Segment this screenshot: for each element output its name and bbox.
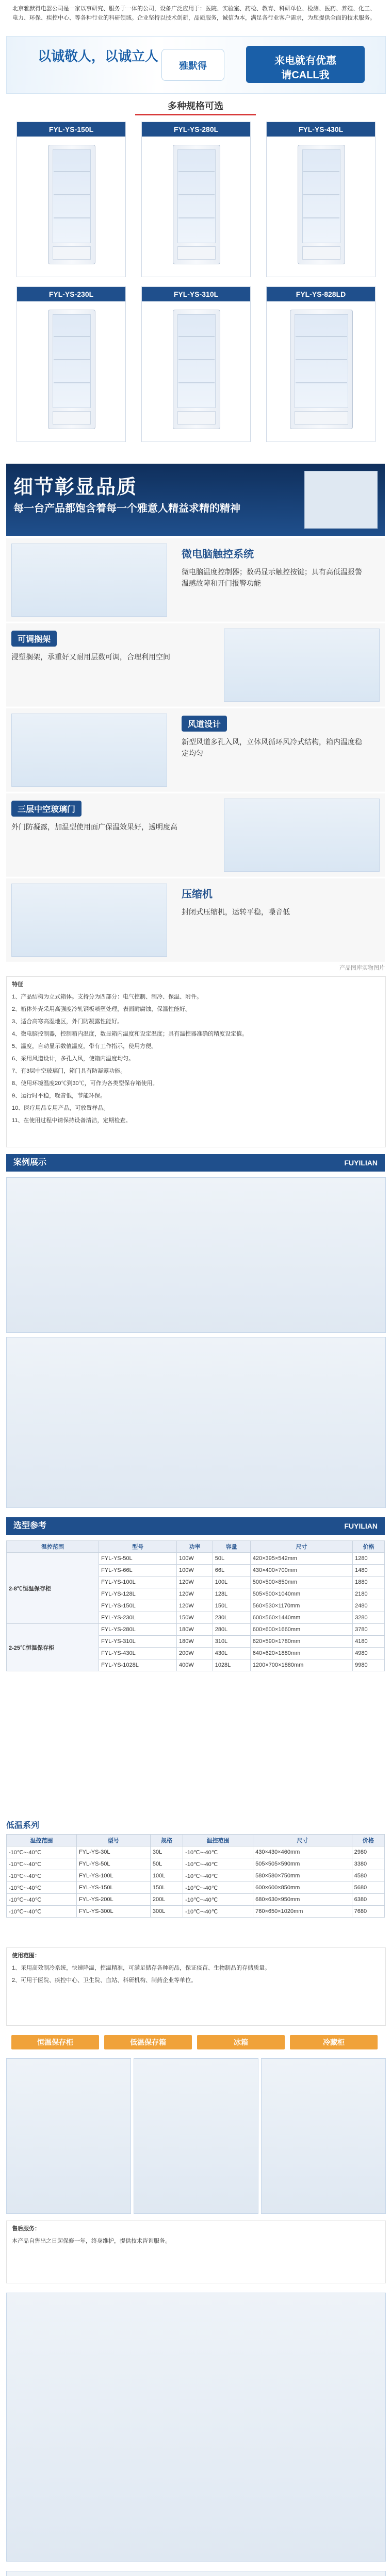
table-cell: 1280 — [353, 1553, 385, 1565]
table-header: 温控范围 — [7, 1835, 77, 1846]
table-cell: 180W — [177, 1636, 213, 1648]
table-header: 温控范围 — [183, 1835, 253, 1846]
product-image — [6, 2058, 131, 2214]
category-tags — [6, 2035, 385, 2053]
table-row — [7, 1906, 385, 1918]
table-cell: 66L — [213, 1565, 250, 1577]
features-item: 3、适合高寒高湿地区，外门防凝露性能好。 — [12, 1019, 123, 1025]
fridge-control-panel — [302, 246, 340, 260]
table-cell: -10℃~-40℃ — [183, 1870, 253, 1882]
table-cell: 2480 — [353, 1600, 385, 1612]
table-cell: 600×600×850mm — [253, 1882, 352, 1894]
table-cell: 150L — [213, 1600, 250, 1612]
feature-desc: 外门防凝露，加温型使用面广保温效果好，透明度高 — [11, 823, 177, 831]
fridge-glass — [295, 314, 348, 408]
table-cell: 3280 — [353, 1612, 385, 1624]
table-cell: 5680 — [352, 1882, 384, 1894]
table-cell: 680×630×950mm — [253, 1894, 352, 1906]
table-cell: FYL-YS-30L — [76, 1846, 150, 1858]
table-cell: 120W — [177, 1588, 213, 1600]
table-cell: -10℃~-40℃ — [183, 1906, 253, 1918]
call-line-2: 请CALL我 — [281, 70, 330, 81]
low-temp-title: 低温系列 — [6, 1821, 40, 1830]
features-item: 7、有3层中空玻璃门，箱门具有防凝露功能。 — [12, 1068, 126, 1074]
model-card[interactable] — [17, 286, 126, 442]
feature-block — [6, 878, 385, 961]
table-header: 温控范围 — [7, 1541, 99, 1553]
table-cell: 2980 — [352, 1846, 384, 1858]
table-group: 2-25℃恒温保存柜 — [7, 1624, 99, 1671]
fridge-glass — [177, 314, 216, 408]
table-cell: 760×650×1020mm — [253, 1906, 352, 1918]
fridge-control-panel — [295, 411, 348, 425]
feature-desc: 封闭式压缩机，运转平稳，噪音低 — [182, 908, 290, 916]
detail-title: 细节彰显品质 — [13, 477, 138, 498]
fridge-glass — [302, 149, 340, 243]
feature-desc: 浸塑搁架，承重好又耐用层数可调，合理利用空间 — [11, 653, 170, 661]
table-cell: 100W — [177, 1565, 213, 1577]
table-cell: -10℃~-40℃ — [7, 1846, 77, 1858]
brand-logo — [161, 49, 224, 81]
fridge-shelf — [54, 217, 90, 218]
table-row — [7, 1858, 385, 1870]
table-cell: 1200×700×1880mm — [250, 1659, 352, 1671]
table-cell: 9980 — [353, 1659, 385, 1671]
table-cell: 310L — [213, 1636, 250, 1648]
table-cell: FYL-YS-150L — [99, 1600, 177, 1612]
case-image — [6, 1177, 386, 1333]
table-cell: -10℃~-40℃ — [183, 1858, 253, 1870]
features-item: 5、温度，自动显示数值温度，带有工作指示，使用方便。 — [12, 1043, 157, 1049]
model-label: FYL-YS-430L — [267, 122, 375, 137]
fridge-shelf — [178, 194, 215, 195]
table-group: 2-8℃恒温保存柜 — [7, 1553, 99, 1624]
table-cell: 1880 — [353, 1577, 385, 1588]
table-cell: FYL-YS-66L — [99, 1565, 177, 1577]
table-cell: 100L — [150, 1870, 183, 1882]
model-label: FYL-YS-230L — [17, 287, 125, 301]
fridge-illustration — [290, 310, 353, 429]
category-tag[interactable]: 低温保存箱 — [104, 2035, 192, 2049]
features-item: 1、产品结构为立式箱体。支持分为四部分：电气控制、制冷、保温、附件。 — [12, 994, 203, 1000]
product-image — [261, 2058, 386, 2214]
table-cell: 150L — [150, 1882, 183, 1894]
fridge-shelf — [303, 171, 339, 172]
table-cell: -10℃~-40℃ — [7, 1858, 77, 1870]
table-cell: 7680 — [352, 1906, 384, 1918]
feature-title: 压缩机 — [182, 889, 213, 900]
after-sale — [6, 2221, 386, 2283]
feature-title: 微电脑触控系统 — [182, 549, 254, 560]
model-label: FYL-YS-280L — [142, 122, 250, 137]
selection-section-title: 选型参考 FUYILIAN — [6, 1517, 385, 1535]
table-cell: FYL-YS-430L — [99, 1648, 177, 1659]
model-label: FYL-YS-828LD — [267, 287, 375, 301]
table-header: 尺寸 — [253, 1835, 352, 1846]
table-header: 功率 — [177, 1541, 213, 1553]
table-cell: 1028L — [213, 1659, 250, 1671]
feature-desc: 新型风道多孔入风，立体风循环风冷式结构，箱内温度稳定均匀 — [182, 738, 362, 757]
feature-block — [6, 623, 385, 706]
table-cell: 560×530×1170mm — [250, 1600, 352, 1612]
fridge-control-panel — [177, 411, 216, 425]
fridge-shelf — [54, 171, 90, 172]
table-cell: 100W — [177, 1553, 213, 1565]
fridge-shelf — [303, 217, 339, 218]
product-note: 产品图库实物图片 — [339, 965, 385, 971]
table-cell: 620×590×1780mm — [250, 1636, 352, 1648]
table-cell: FYL-YS-50L — [76, 1858, 150, 1870]
fridge-shelf — [296, 382, 347, 383]
table-cell: FYL-YS-50L — [99, 1553, 177, 1565]
fridge-shelf — [54, 359, 90, 360]
case-image — [6, 1337, 386, 1508]
call-to-action[interactable] — [246, 46, 365, 83]
table-cell: -10℃~-40℃ — [7, 1870, 77, 1882]
footer-image — [6, 2293, 386, 2562]
fridge-shelf — [178, 171, 215, 172]
model-card[interactable] — [266, 286, 376, 442]
model-label: FYL-YS-150L — [17, 122, 125, 137]
table-header: 规格 — [150, 1835, 183, 1846]
usage-text — [6, 1947, 386, 2026]
table-cell: FYL-YS-1028L — [99, 1659, 177, 1671]
fridge-shelf — [178, 336, 215, 337]
table-cell: FYL-YS-200L — [76, 1894, 150, 1906]
fridge-illustration — [173, 145, 220, 264]
product-photo — [304, 471, 378, 529]
table-cell: -10℃~-40℃ — [7, 1894, 77, 1906]
usage-line: 1、采用高效制冷系统，快速降温，控温精准，可满足储存各种药品，保证疫苗、生物制品的存储质量。 — [12, 1965, 271, 1971]
model-label: FYL-YS-310L — [142, 287, 250, 301]
table-cell: 50L — [150, 1858, 183, 1870]
call-line-1: 来电就有优惠 — [274, 55, 336, 66]
features-item: 2、箱体外壳采用高强度冷轧钢板喷塑处理，表面耐腐蚀，保温性能好。 — [12, 1006, 191, 1012]
table-cell: 4980 — [353, 1648, 385, 1659]
table-header: 尺寸 — [250, 1541, 352, 1553]
selection-table — [6, 1540, 385, 1671]
table-cell: 430L — [213, 1648, 250, 1659]
models-heading: 多种规格可选 — [6, 99, 385, 116]
after-sale-text: 本产品自售出之日起保修一年，终身维护，提供技术咨询服务。 — [12, 2238, 171, 2244]
model-card[interactable] — [17, 122, 126, 277]
feature-image — [224, 799, 380, 872]
fridge-glass — [53, 314, 91, 408]
table-cell: 6380 — [352, 1894, 384, 1906]
fridge-illustration — [48, 310, 95, 429]
table-cell: 3780 — [353, 1624, 385, 1636]
category-tag[interactable]: 冷藏柜 — [290, 2035, 378, 2049]
table-cell: 150W — [177, 1612, 213, 1624]
table-cell: 430×430×460mm — [253, 1846, 352, 1858]
feature-image — [11, 544, 167, 617]
table-header: 型号 — [99, 1541, 177, 1553]
table-cell: 30L — [150, 1846, 183, 1858]
table-cell: FYL-YS-310L — [99, 1636, 177, 1648]
fridge-glass — [53, 149, 91, 243]
features-item: 4、微电脑控制器，控制箱内温度，数显箱内温度和设定温度；具有温控器准确的精度设定值。 — [12, 1031, 248, 1037]
model-card[interactable] — [141, 122, 251, 277]
table-cell: 3380 — [352, 1858, 384, 1870]
table-cell: 420×395×542mm — [250, 1553, 352, 1565]
feature-image — [224, 629, 380, 702]
low-temp-table — [6, 1834, 385, 1918]
table-cell: 2180 — [353, 1588, 385, 1600]
features-item: 10、医疗用品专用产品，可放置样品。 — [12, 1105, 109, 1111]
table-cell: 50L — [213, 1553, 250, 1565]
table-cell: 280L — [213, 1624, 250, 1636]
table-cell: 300L — [150, 1906, 183, 1918]
fridge-shelf — [54, 382, 90, 383]
table-cell: FYL-YS-128L — [99, 1588, 177, 1600]
table-cell: 180W — [177, 1624, 213, 1636]
feature-block — [6, 793, 385, 876]
table-cell: 400W — [177, 1659, 213, 1671]
features-item: 9、运行时平稳，噪音低，节能环保。 — [12, 1093, 106, 1099]
table-cell: 120W — [177, 1577, 213, 1588]
table-row — [7, 1882, 385, 1894]
category-tag[interactable]: 冰箱 — [197, 2035, 285, 2049]
features-heading: 特征 — [12, 981, 23, 988]
table-cell: 600×560×1440mm — [250, 1612, 352, 1624]
table-cell: -10℃~-40℃ — [183, 1882, 253, 1894]
fridge-glass — [177, 149, 216, 243]
feature-title: 可调搁架 — [11, 631, 57, 647]
table-cell: -10℃~-40℃ — [183, 1894, 253, 1906]
table-cell: 4580 — [352, 1870, 384, 1882]
fridge-illustration — [298, 145, 345, 264]
table-header: 价格 — [352, 1835, 384, 1846]
table-cell: 100L — [213, 1577, 250, 1588]
feature-image — [11, 884, 167, 957]
table-cell: 4180 — [353, 1636, 385, 1648]
table-header: 型号 — [76, 1835, 150, 1846]
table-cell: 1480 — [353, 1565, 385, 1577]
table-cell: -10℃~-40℃ — [7, 1882, 77, 1894]
features-item: 8、使用环境温度20℃到30℃，可作为各类型保存箱使用。 — [12, 1080, 158, 1087]
table-cell: -10℃~-40℃ — [7, 1906, 77, 1918]
usage-line: 2、可用于医院、疾控中心、卫生院、血站、科研机构、制药企业等单位。 — [12, 1977, 197, 1984]
table-row — [7, 1553, 385, 1565]
table-row — [7, 1624, 385, 1636]
table-cell: -10℃~-40℃ — [183, 1846, 253, 1858]
table-cell: FYL-YS-300L — [76, 1906, 150, 1918]
case-section-title: 案例展示 FUYILIAN — [6, 1154, 385, 1172]
table-cell: 200L — [150, 1894, 183, 1906]
product-image — [134, 2058, 258, 2214]
table-cell: 640×620×1880mm — [250, 1648, 352, 1659]
feature-title: 三层中空玻璃门 — [11, 801, 82, 817]
table-row — [7, 1870, 385, 1882]
feature-desc: 微电脑温度控制器；数码显示触控按键；具有高低温报警温感故障和开门报警功能 — [182, 568, 362, 587]
table-header: 价格 — [353, 1541, 385, 1553]
detail-subtitle: 每一台产品都饱含着每一个雅意人精益求精的精神 — [13, 503, 240, 514]
usage-heading: 使用范围： — [12, 1953, 40, 1959]
table-row — [7, 1894, 385, 1906]
model-card[interactable] — [266, 122, 376, 277]
feature-block — [6, 708, 385, 791]
table-row — [7, 1846, 385, 1858]
features-text — [6, 976, 386, 1147]
fridge-shelf — [178, 359, 215, 360]
fridge-control-panel — [53, 411, 91, 425]
fridge-shelf — [178, 382, 215, 383]
table-cell: FYL-YS-100L — [76, 1870, 150, 1882]
table-cell: FYL-YS-150L — [76, 1882, 150, 1894]
fridge-shelf — [303, 194, 339, 195]
features-item: 11、在使用过程中请保持设备清洁，定期检查。 — [12, 1117, 132, 1124]
features-item: 6、采用风道设计，多孔入风，使箱内温度均匀。 — [12, 1056, 135, 1062]
promo-banner — [6, 36, 386, 94]
fridge-shelf — [178, 217, 215, 218]
fridge-illustration — [173, 310, 220, 429]
table-cell: 505×505×590mm — [253, 1858, 352, 1870]
fridge-shelf — [54, 194, 90, 195]
banner-slogan: 以诚敬人，以诚立人 — [38, 48, 159, 64]
fridge-illustration — [48, 145, 95, 264]
fridge-control-panel — [53, 246, 91, 260]
table-cell: 600×600×1660mm — [250, 1624, 352, 1636]
table-cell: 500×500×850mm — [250, 1577, 352, 1588]
feature-title: 风道设计 — [182, 716, 227, 732]
models-grid — [6, 122, 385, 451]
model-card[interactable] — [141, 286, 251, 442]
fridge-control-panel — [177, 246, 216, 260]
table-cell: 430×400×700mm — [250, 1565, 352, 1577]
category-tag[interactable]: 恒温保存柜 — [11, 2035, 99, 2049]
table-cell: 505×500×1040mm — [250, 1588, 352, 1600]
footer-image — [6, 2571, 386, 2576]
fridge-shelf — [54, 336, 90, 337]
feature-block — [6, 538, 385, 621]
feature-image — [11, 714, 167, 787]
intro-text: 北京雅默得电器公司是一家以事研究、服务于一体的公司，设备广泛应用于：医院、实验室、药检、教育、科研单位、检测、医药、养殖、化工、电力、环保、疾控中心、等各种行业的科研领域。企业坚持以技术创新，品质服务，诚信为本，满足各行业客户需求，为您提供全面的技术服务。 — [12, 6, 376, 21]
brand-logo-text: 雅默得 — [179, 61, 207, 71]
table-header: 容量 — [213, 1541, 250, 1553]
table-cell: 230L — [213, 1612, 250, 1624]
after-sale-heading: 售后服务： — [12, 2226, 40, 2232]
fridge-shelf — [296, 359, 347, 360]
table-cell: 200W — [177, 1648, 213, 1659]
detail-banner — [6, 464, 385, 536]
table-cell: FYL-YS-280L — [99, 1624, 177, 1636]
fridge-shelf — [296, 336, 347, 337]
table-cell: 120W — [177, 1600, 213, 1612]
table-cell: 128L — [213, 1588, 250, 1600]
table-cell: FYL-YS-100L — [99, 1577, 177, 1588]
table-cell: 580×580×750mm — [253, 1870, 352, 1882]
table-cell: FYL-YS-230L — [99, 1612, 177, 1624]
